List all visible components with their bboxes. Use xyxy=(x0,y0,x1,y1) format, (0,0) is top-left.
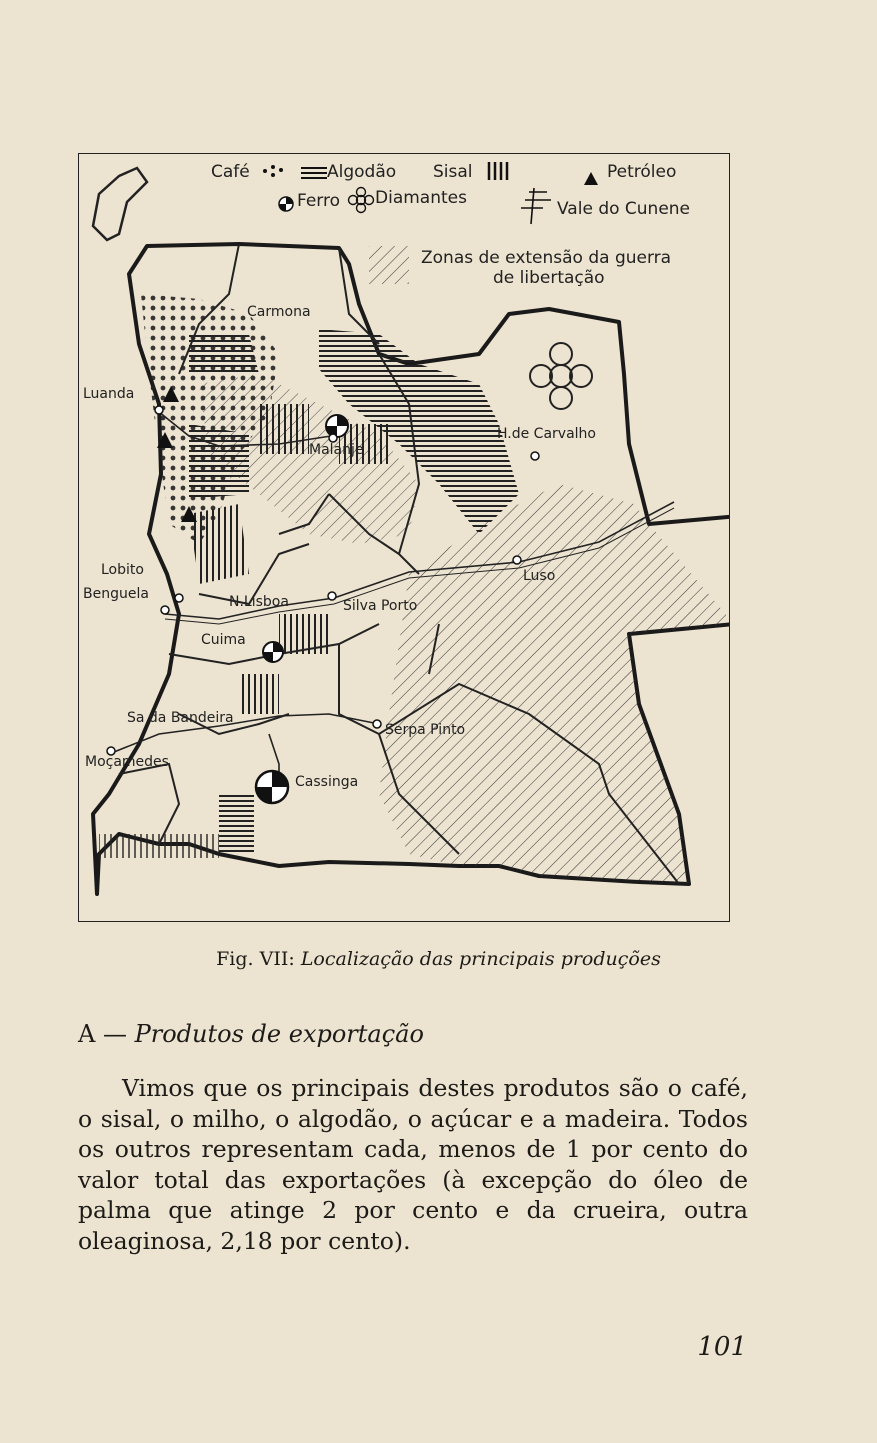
war-zone-east xyxy=(379,484,729,884)
legend-ferro: Ferro xyxy=(297,191,341,211)
sisal-zone xyxy=(189,504,249,584)
legend-zonas-line2: de libertação xyxy=(493,268,605,288)
label-lobito: Lobito xyxy=(101,562,144,578)
label-h-carvalho: H.de Carvalho xyxy=(497,426,596,442)
page-number: 101 xyxy=(697,1332,747,1362)
section-letter: A — xyxy=(78,1020,127,1048)
label-mocamedes: Moçamedes xyxy=(85,754,169,770)
map-figure xyxy=(78,153,730,922)
label-benguela: Benguela xyxy=(83,586,149,602)
caption-figure-number: Fig. VII: xyxy=(216,948,295,970)
figure-caption xyxy=(0,948,877,970)
label-carmona: Carmona xyxy=(247,304,311,320)
label-n-lisboa: N.Lisboa xyxy=(229,594,289,610)
legend-petroleo: Petróleo xyxy=(607,162,677,182)
angola-map xyxy=(79,154,729,921)
cabinda-region xyxy=(93,168,147,240)
label-malanje: Malanje xyxy=(309,442,364,458)
label-sa-da-bandeira: Sa da Bandeira xyxy=(127,710,234,726)
legend-vale-cunene: Vale do Cunene xyxy=(557,199,691,219)
label-luanda: Luanda xyxy=(83,386,135,402)
label-serpa-pinto: Serpa Pinto xyxy=(385,722,466,738)
label-cassinga: Cassinga xyxy=(295,774,359,790)
label-silva-porto: Silva Porto xyxy=(343,598,418,614)
diamantes-marks xyxy=(530,343,592,409)
section-heading xyxy=(78,1020,424,1048)
label-luso: Luso xyxy=(523,568,556,584)
label-cuima: Cuima xyxy=(201,632,246,648)
legend-zonas-line1: Zonas de extensão da guerra xyxy=(421,248,672,268)
legend-algodao: Algodão xyxy=(327,162,397,182)
section-title: Produtos de exportação xyxy=(134,1020,424,1048)
cafe-zone xyxy=(141,294,279,544)
legend-cafe: Café xyxy=(211,162,250,182)
cunene-zone xyxy=(219,794,254,854)
legend-sisal: Sisal xyxy=(433,162,473,182)
caption-title: Localização das principais produções xyxy=(300,948,661,970)
body-paragraph: Vimos que os principais destes produtos são o café, o sisal, o milho, o algodão, o açúcar e a madeira. Todos os outros representam cada, menos de 1 por cento do valor total das exportações (à excepção do óleo de palma que atinge 2 por cento e da crueira, outra oleaginosa, 2,18 por cento). xyxy=(78,1074,748,1255)
legend-diamantes: Diamantes xyxy=(375,188,467,208)
